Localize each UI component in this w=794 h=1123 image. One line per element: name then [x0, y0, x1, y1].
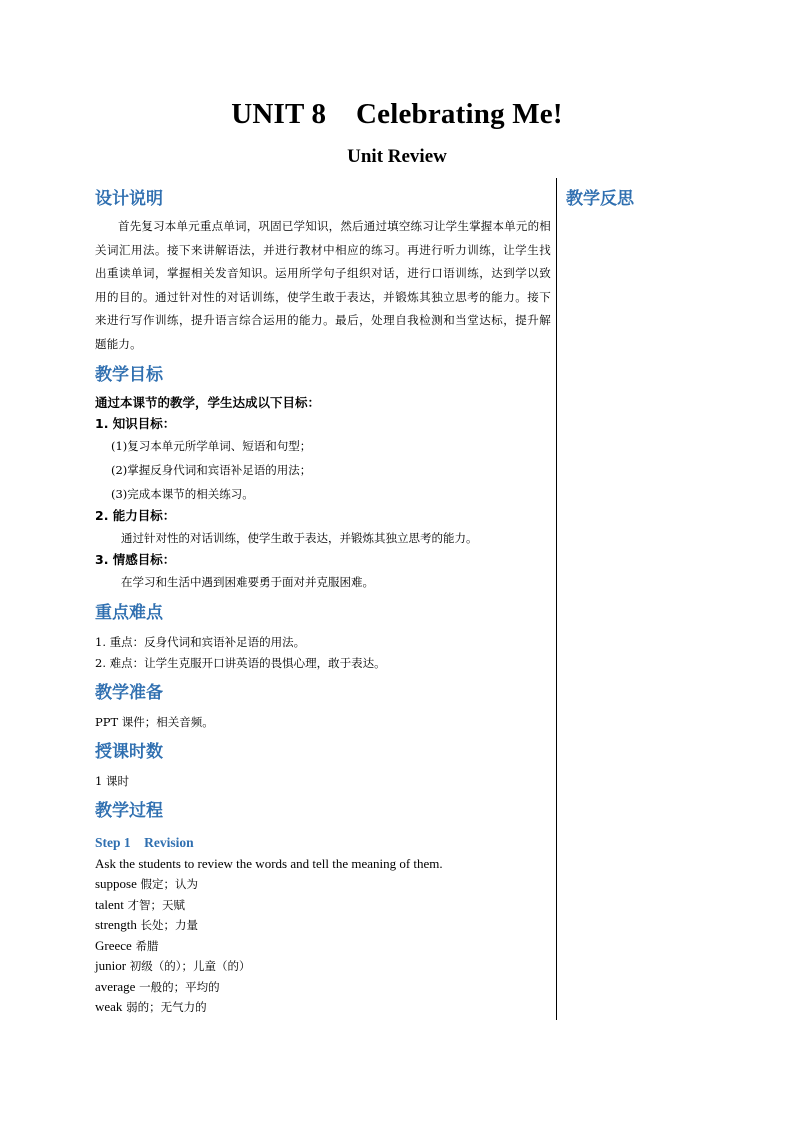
- vocab-meaning: 希腊: [131, 938, 159, 953]
- main-column: [95, 186, 551, 1018]
- vocab-word: strength: [95, 917, 137, 932]
- vocab-word: weak: [95, 999, 123, 1014]
- vocab-word: talent: [95, 896, 124, 912]
- vocab-meaning: 长处；力量: [136, 918, 199, 932]
- ability-goal-title: 2. 能力目标：: [95, 508, 176, 523]
- vocab-word: suppose: [95, 876, 137, 891]
- prep-text: PPT 课件；相关音频。: [95, 715, 214, 729]
- ability-goal-text: 通过针对性的对话训练，使学生敢于表达，并锻炼其独立思考的能力。: [121, 531, 478, 545]
- vocab-word: Greece: [95, 937, 132, 953]
- column-divider: [556, 178, 557, 1020]
- knowledge-goal-item: (3)完成本课节的相关练习。: [111, 487, 254, 501]
- vocab-word: junior: [95, 958, 127, 973]
- step-heading: Step 1 Revision: [95, 835, 194, 850]
- vocab-meaning: 一般的；平均的: [135, 979, 220, 994]
- vocab-item: [95, 997, 551, 1018]
- vocab-meaning: 初级（的）；儿童（的）: [126, 959, 251, 973]
- design-text: 首先复习本单元重点单词，巩固已学知识，然后通过填空练习让学生掌握本单元的相关词汇用法。接下来讲解语法，并进行教材中相应的练习。再进行听力训练，让学生找出重读单词，掌握相关发音知识。运用所学句子组织对话，进行口语训练，达到学以致用的目的。通过针对性的对话训练，使学生敢于表达，并锻炼其独立思考的能力。接下来进行写作训练，提升语言综合运用的能力。最后，处理自我检测和当堂达标，提升解题能力。: [95, 219, 551, 351]
- reflection-heading: 教学反思: [566, 189, 634, 209]
- step-instruction: Ask the students to review the words and tell the meaning of them.: [95, 856, 443, 871]
- time-heading: 授课时数: [95, 742, 163, 762]
- vocab-item: [95, 915, 551, 936]
- knowledge-goal-item: (1)复习本单元所学单词、短语和句型；: [111, 439, 312, 453]
- vocab-item: [95, 956, 551, 977]
- document-title: UNIT 8 Celebrating Me!: [231, 98, 563, 130]
- prep-heading: 教学准备: [95, 683, 163, 703]
- goals-heading: 教学目标: [95, 365, 163, 385]
- goals-lead: 通过本课节的教学，学生达成以下目标：: [95, 395, 321, 410]
- document-subtitle: Unit Review: [347, 146, 447, 167]
- emotion-goal-title: 3. 情感目标：: [95, 552, 176, 567]
- vocab-item: [95, 936, 551, 957]
- vocab-item: [95, 977, 551, 998]
- design-heading: 设计说明: [95, 189, 163, 209]
- process-heading: 教学过程: [95, 801, 163, 821]
- reflection-column: [566, 186, 766, 212]
- vocab-meaning: 弱的；无气力的: [122, 1000, 207, 1014]
- keypoints-heading: 重点难点: [95, 603, 163, 623]
- keypoint-item: 1. 重点：反身代词和宾语补足语的用法。: [95, 635, 306, 649]
- time-text: 1 课时: [95, 774, 129, 788]
- vocab-meaning: 假定；认为: [136, 877, 199, 891]
- emotion-goal-text: 在学习和生活中遇到困难要勇于面对并克服困难。: [121, 575, 374, 589]
- vocab-word: average: [95, 978, 136, 994]
- vocab-item: [95, 874, 551, 895]
- vocab-meaning: 才智；天赋: [123, 897, 186, 912]
- knowledge-goal-item: (2)掌握反身代词和宾语补足语的用法；: [111, 463, 312, 477]
- keypoint-item: 2. 难点：让学生克服开口讲英语的畏惧心理，敢于表达。: [95, 656, 386, 670]
- vocab-item: [95, 895, 551, 916]
- knowledge-goal-title: 1. 知识目标：: [95, 416, 176, 431]
